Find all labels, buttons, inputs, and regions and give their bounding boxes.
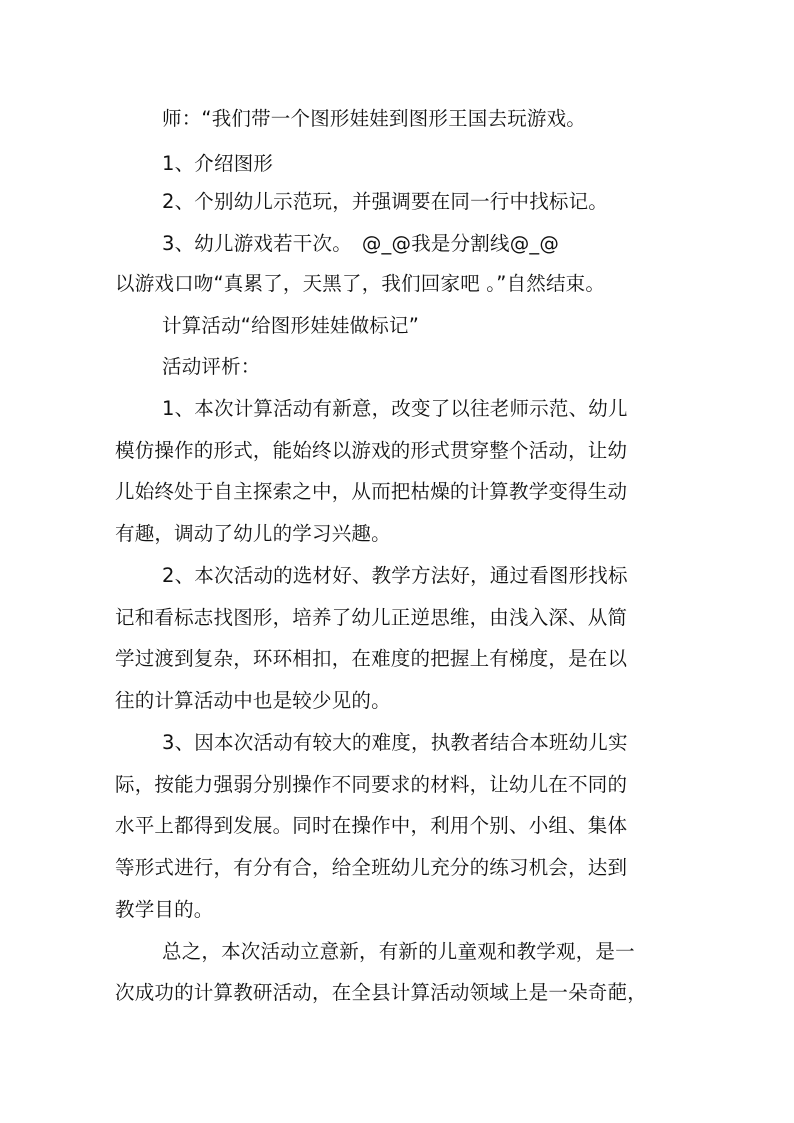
paragraph-line: 1、介绍图形	[162, 152, 274, 175]
paragraph-line: 儿始终处于自主探索之中，从而把枯燥的计算教学变得生动	[115, 480, 628, 503]
paragraph-line: 模仿操作的形式，能始终以游戏的形式贯穿整个活动，让幼	[115, 439, 628, 462]
paragraph-line: 活动评析：	[162, 355, 261, 378]
paragraph-line: 计算活动“给图形娃娃做标记”	[162, 314, 420, 337]
paragraph-line: 3、因本次活动有较大的难度，执教者结合本班幼儿实	[162, 731, 628, 754]
paragraph-line: 际，按能力强弱分别操作不同要求的材料，让幼儿在不同的	[115, 773, 628, 796]
paragraph-line: 2、本次活动的选材好、教学方法好，通过看图形找标	[162, 564, 628, 587]
paragraph-line: 以游戏口吻“真累了，天黑了，我们回家吧 。”自然结束。	[115, 272, 606, 295]
paragraph-line: 学过渡到复杂，环环相扣，在难度的把握上有梯度，是在以	[115, 647, 628, 670]
paragraph-line: 记和看标志找图形，培养了幼儿正逆思维，由浅入深、从简	[115, 606, 628, 629]
paragraph-line: 师：“我们带一个图形娃娃到图形王国去玩游戏。	[162, 107, 587, 130]
paragraph-line: 2、个别幼儿示范玩，并强调要在同一行中找标记。	[162, 190, 609, 213]
paragraph-line: 次成功的计算教研活动，在全县计算活动领域上是一朵奇葩，	[115, 981, 647, 1004]
paragraph-line: 1、本次计算活动有新意，改变了以往老师示范、幼儿	[162, 397, 628, 420]
paragraph-line: 往的计算活动中也是较少见的。	[115, 689, 391, 712]
paragraph-line: 等形式进行，有分有合，给全班幼儿充分的练习机会，达到	[115, 856, 628, 879]
paragraph-line: 水平上都得到发展。同时在操作中，利用个别、小组、集体	[115, 814, 628, 837]
paragraph-line: 有趣，调动了幼儿的学习兴趣。	[115, 522, 391, 545]
paragraph-line: 3、幼儿游戏若干次。 @_@我是分割线@_@	[162, 232, 560, 255]
paragraph-line: 教学目的。	[115, 898, 214, 921]
paragraph-line: 总之，本次活动立意新，有新的儿童观和教学观，是一	[162, 940, 635, 963]
